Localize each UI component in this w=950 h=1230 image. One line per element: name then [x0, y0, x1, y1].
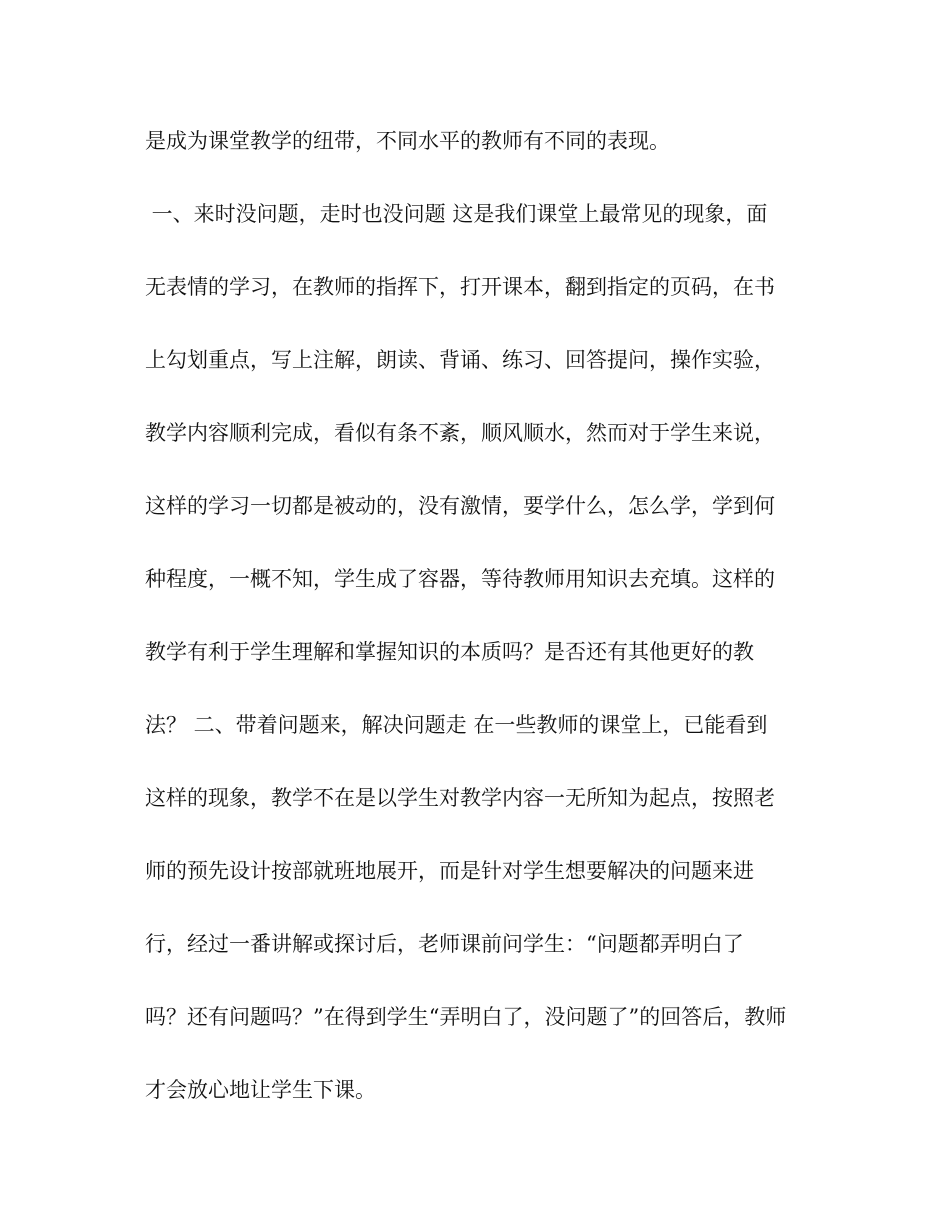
text-line-11: 师的预先设计按部就班地展开，而是针对学生想要解决的问题来进	[145, 859, 754, 883]
text-line-2: 一、来时没问题，走时也没问题 这是我们课堂上最常见的现象，面	[145, 202, 768, 226]
text-line-13: 吗？还有问题吗？”在得到学生“弄明白了，没问题了”的回答后，教师	[145, 1005, 787, 1029]
body-text	[145, 117, 825, 1139]
text-line-14: 才会放心地让学生下课。	[145, 1078, 376, 1102]
text-line-1: 是成为课堂教学的纽带，不同水平的教师有不同的表现。	[145, 129, 670, 153]
text-line-10: 这样的现象，教学不在是以学生对教学内容一无所知为起点，按照老	[145, 786, 775, 810]
text-line-8: 教学有利于学生理解和掌握知识的本质吗？是否还有其他更好的教	[145, 640, 754, 664]
text-line-5: 教学内容顺利完成，看似有条不紊，顺风顺水，然而对于学生来说，	[145, 421, 775, 445]
text-line-7: 种程度，一概不知，学生成了容器，等待教师用知识去充填。这样的	[145, 567, 775, 591]
text-line-3: 无表情的学习，在教师的指挥下，打开课本，翻到指定的页码，在书	[145, 275, 775, 299]
text-line-12: 行，经过一番讲解或探讨后，老师课前问学生：“问题都弄明白了	[145, 932, 744, 956]
text-line-4: 上勾划重点，写上注解，朗读、背诵、练习、回答提问，操作实验，	[145, 348, 775, 372]
text-line-9: 法？ 二、带着问题来，解决问题走 在一些教师的课堂上，已能看到	[145, 713, 768, 737]
text-line-6: 这样的学习一切都是被动的，没有激情，要学什么，怎么学，学到何	[145, 494, 775, 518]
